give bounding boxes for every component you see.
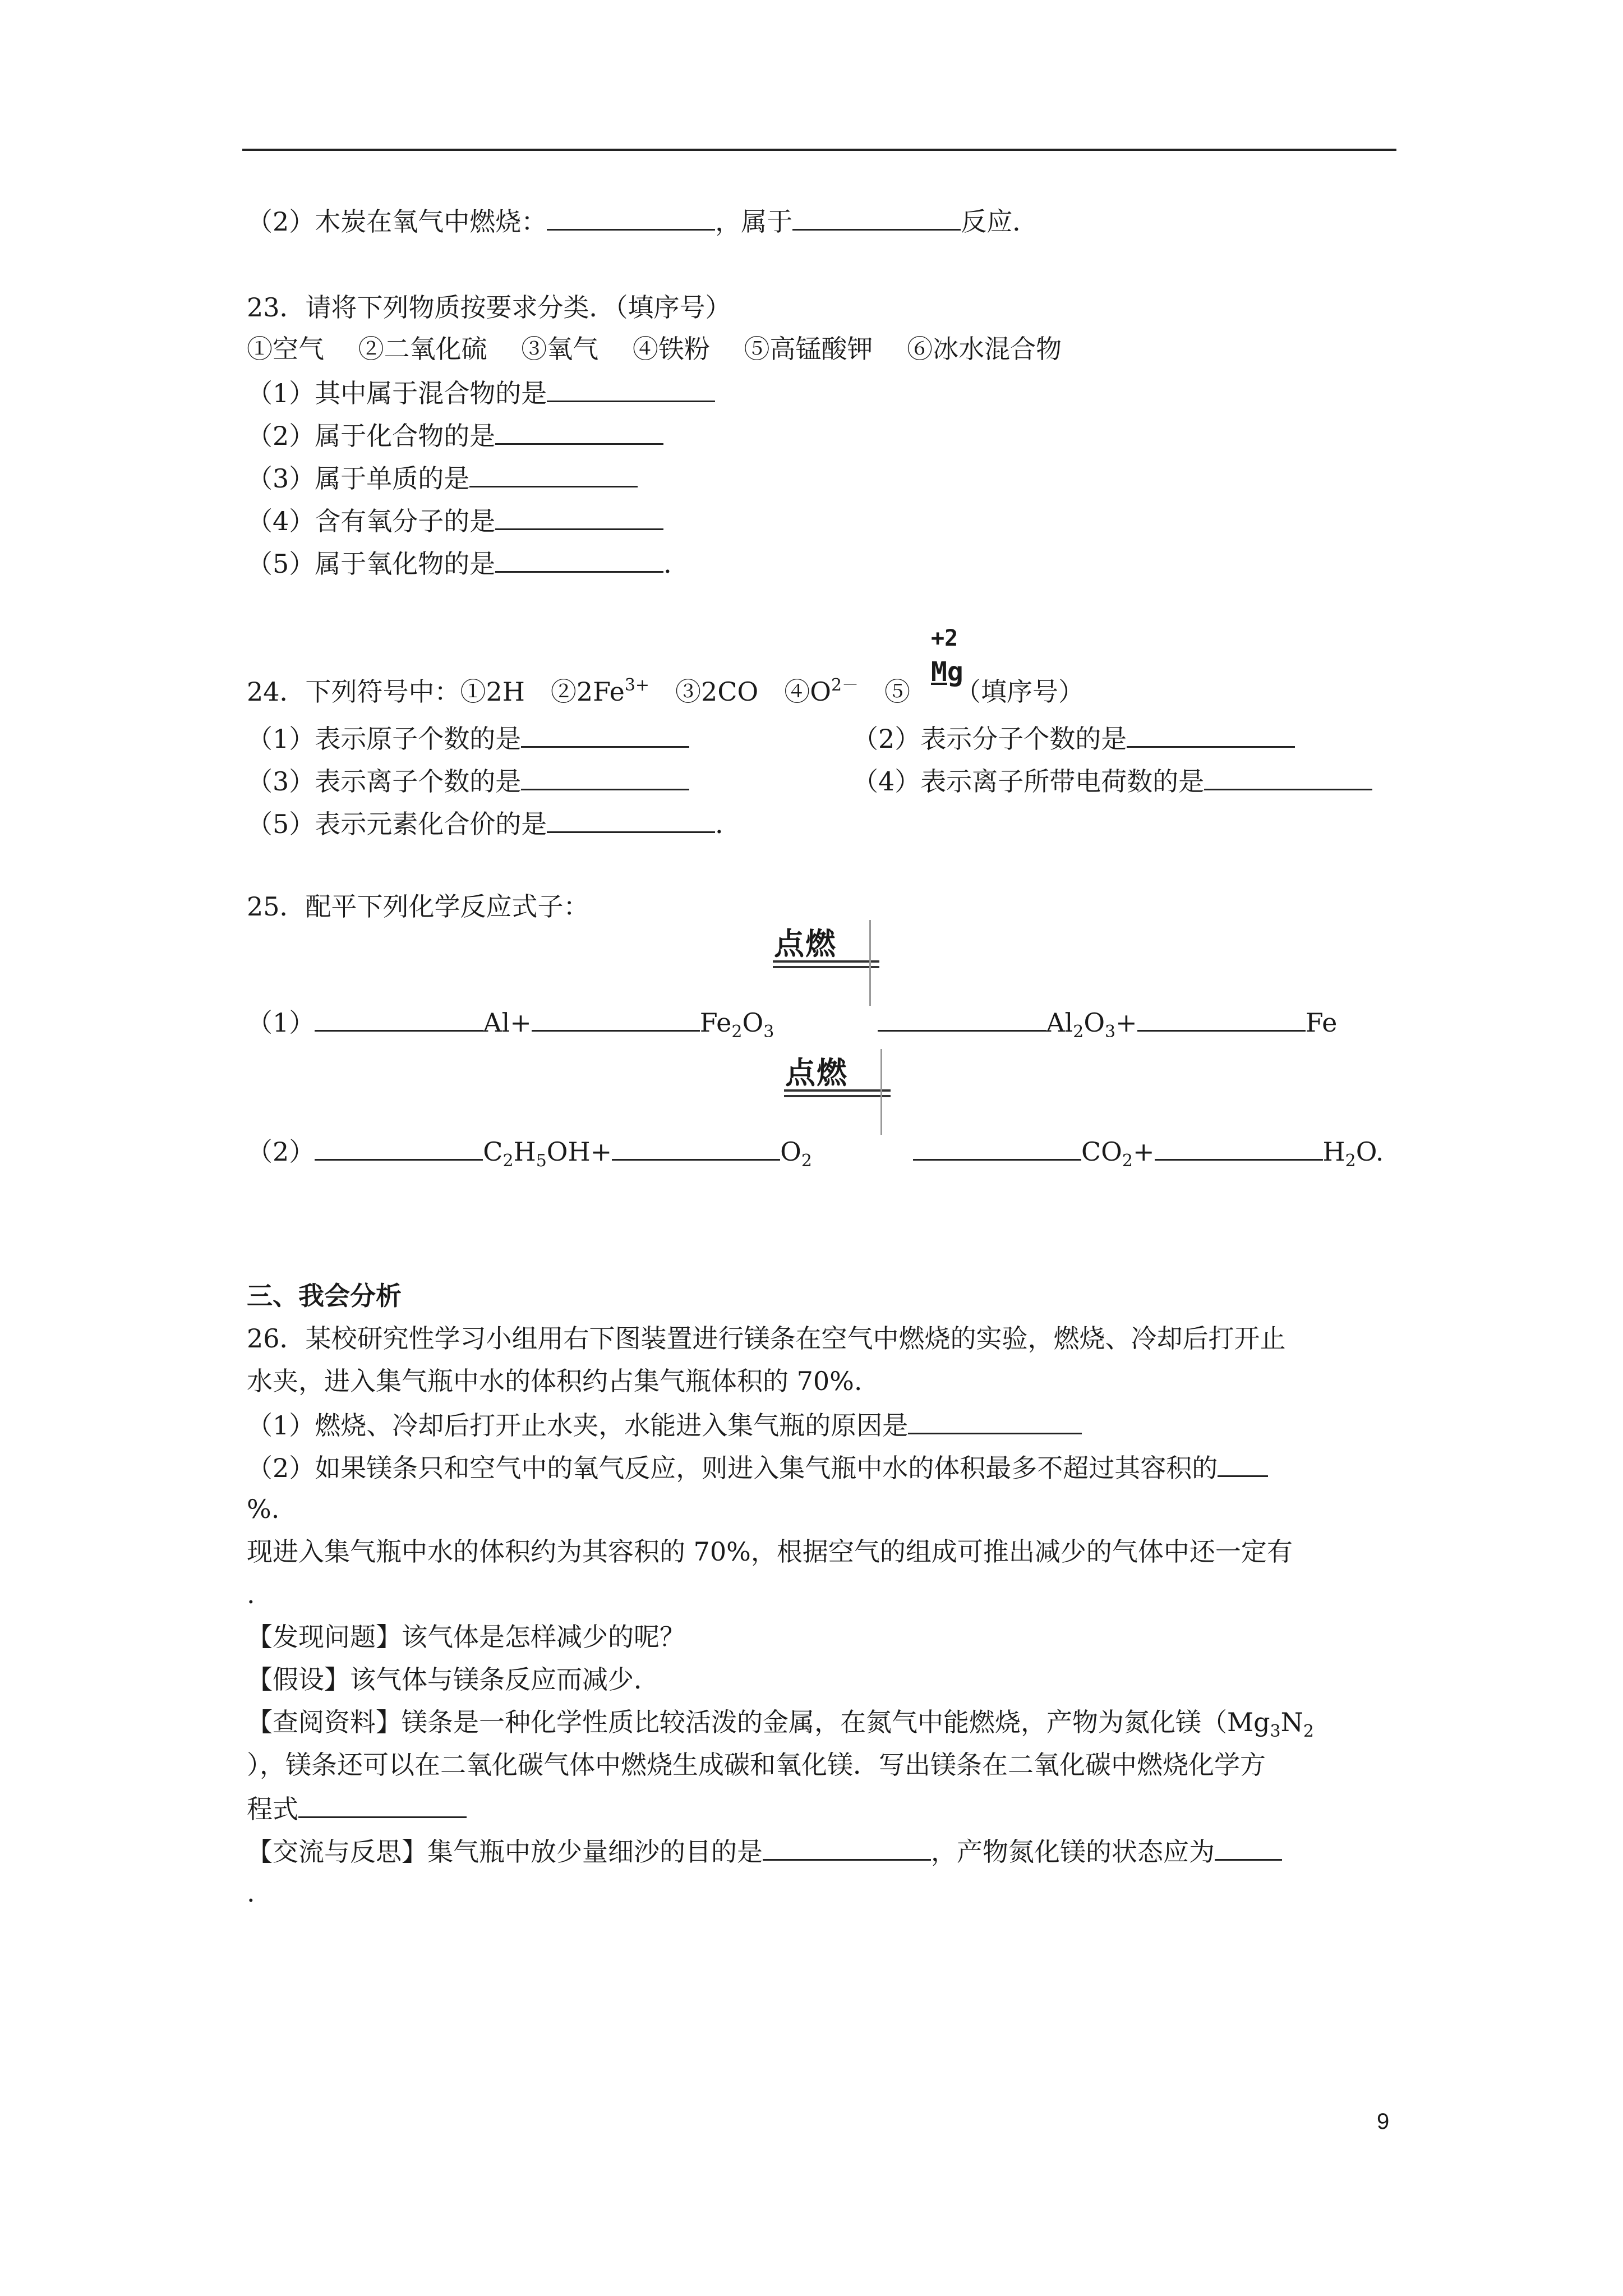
answer-blank[interactable] [878, 1004, 1046, 1032]
ignite-condition-1: 点燃 [774, 920, 837, 963]
answer-blank[interactable] [547, 375, 715, 402]
q26-line7: . [247, 1579, 255, 1609]
q26-hypothesis: 【假设】该气体与镁条反应而减少． [247, 1664, 660, 1695]
q24-sub2: （2）表示分子个数的是 [852, 720, 1295, 756]
answer-blank[interactable] [1215, 1833, 1282, 1861]
answer-blank[interactable] [298, 1791, 467, 1818]
q24-sub3: （3）表示离子个数的是 [247, 763, 689, 798]
answer-blank[interactable] [315, 1133, 483, 1161]
q26-line2: 水夹，进入集气瓶中水的体积约占集气瓶体积的 70%. [247, 1366, 863, 1396]
q23-sub5: （5）属于氧化物的是 ． [247, 545, 689, 581]
q26-end: . [247, 1878, 255, 1908]
q24-title: 24．下列符号中：①2H $②2Fe^{3+}$ ③2CO $④O^{2-}$ ⑤ （填序号） [247, 675, 1085, 707]
q26-line6: 现进入集气瓶中水的体积约为其容积的 70%，根据空气的组成可推出减少的气体中还一定有 [247, 1536, 1293, 1567]
q25-title: 25．配平下列化学反应式子： [247, 891, 589, 922]
q26-percent: %. [247, 1494, 280, 1524]
q24-sub1: （1）表示原子个数的是 [247, 720, 689, 756]
q26-sub2: （2）如果镁条只和空气中的氧气反应，则进入集气瓶中水的体积最多不超过其容积的 [247, 1450, 1268, 1485]
page-number: 9 [1377, 2109, 1390, 2134]
q23-sub2: （2）属于化合物的是 [247, 417, 663, 453]
q23-sub3: （3）属于单质的是 [247, 460, 638, 495]
answer-blank[interactable] [1204, 763, 1372, 790]
q23-sub4: （4）含有氧分子的是 [247, 503, 663, 538]
answer-blank[interactable] [792, 203, 961, 231]
answer-blank[interactable] [495, 545, 663, 573]
section-title: 三、我会分析 [247, 1281, 402, 1311]
answer-blank[interactable] [469, 460, 638, 487]
q26-equation: 程式 [247, 1791, 467, 1826]
answer-blank[interactable] [1218, 1450, 1268, 1477]
answer-blank[interactable] [547, 203, 715, 231]
q25-reaction-2: （2） $C_2H_5OH+ O_2$ $CO_2+ H_2O$. [247, 1133, 1384, 1178]
q23-sub1: （1）其中属于混合物的是 [247, 375, 715, 410]
q24-sub5: （5）表示元素化合价的是 ． [247, 806, 741, 841]
answer-blank[interactable] [521, 720, 689, 748]
q23-items: ①空气 ②二氧化硫 ③氧气 ④铁粉 ⑤高锰酸钾 ⑥冰水混合物 [247, 334, 1062, 364]
q26-reflection: 【交流与反思】集气瓶中放少量细沙的目的是 ，产物氮化镁的状态应为 [247, 1833, 1282, 1869]
q26-line1: 26．某校研究性学习小组用右下图装置进行镁条在空气中燃烧的实验，燃烧、冷却后打开止 [247, 1323, 1286, 1354]
answer-blank[interactable] [1155, 1133, 1323, 1161]
q23-title: 23．请将下列物质按要求分类．（填序号） [247, 292, 731, 323]
answer-blank[interactable] [495, 503, 663, 530]
header-rule [242, 149, 1396, 151]
q26-sub1: （1）燃烧、冷却后打开止水夹，水能进入集气瓶的原因是 [247, 1407, 1082, 1442]
answer-blank[interactable] [913, 1133, 1081, 1161]
answer-blank[interactable] [908, 1407, 1082, 1434]
answer-blank[interactable] [1127, 720, 1295, 748]
answer-blank[interactable] [315, 1004, 483, 1032]
answer-blank[interactable] [547, 806, 715, 833]
answer-blank[interactable] [1137, 1004, 1306, 1032]
q26-line11: ），镁条还可以在二氧化碳气体中燃烧生成碳和氧化镁．写出镁条在二氧化碳中燃烧化学方 [247, 1750, 1266, 1780]
answer-blank[interactable] [763, 1833, 931, 1861]
q22-part2: （2）木炭在氧气中燃烧： ，属于 反应． [247, 203, 1038, 238]
answer-blank[interactable] [612, 1133, 780, 1161]
answer-blank[interactable] [532, 1004, 700, 1032]
mg-symbol: Mg [931, 656, 963, 688]
ignite-condition-2: 点燃 [785, 1049, 848, 1092]
q26-reference: 【查阅资料】镁条是一种化学性质比较活泼的金属，在氮气中能燃烧，产物为氮化镁（$Mg_3N_2$ [247, 1707, 1314, 1741]
answer-blank[interactable] [495, 417, 663, 445]
q26-discover: 【发现问题】该气体是怎样减少的呢？ [247, 1622, 685, 1652]
answer-blank[interactable] [521, 763, 689, 790]
q25-reaction-1: （1） $Al+ Fe_2O_3$ $Al_2O_3+ Fe$ [247, 1004, 1337, 1049]
mg-valence: +2 [931, 625, 958, 651]
q24-sub4: （4）表示离子所带电荷数的是 [852, 763, 1372, 798]
